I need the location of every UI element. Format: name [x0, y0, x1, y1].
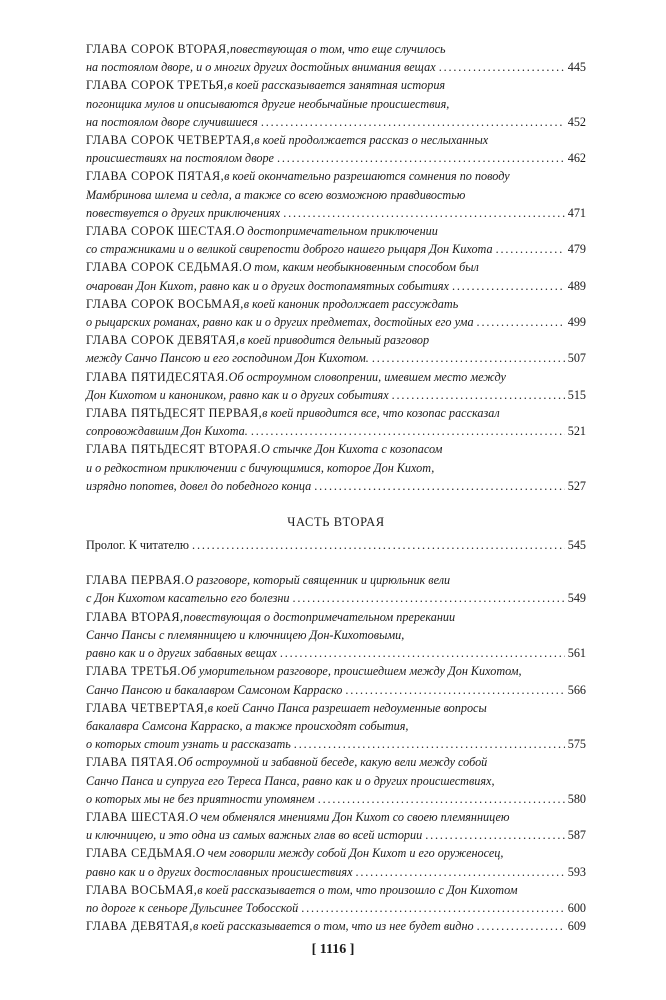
chapter-description: О том, каким необыкновенным способом был: [242, 260, 479, 275]
toc-entry-line: [86, 808, 586, 826]
chapter-description: в коей рассказывается занятная история: [227, 78, 446, 93]
page-number: 566: [567, 682, 586, 697]
page-number: 587: [567, 828, 586, 843]
chapter-description: повествуется о других приключениях: [86, 205, 281, 220]
toc-entry: [86, 571, 586, 607]
toc-entry-line: [86, 459, 586, 477]
toc-part-two: [86, 571, 586, 935]
chapter-heading: ГЛАВА ПЯТЬДЕСЯТ ПЕРВАЯ,: [86, 406, 263, 421]
chapter-heading: ГЛАВА ПЯТИДЕСЯТАЯ.: [86, 369, 229, 384]
chapter-heading: ГЛАВА СЕДЬМАЯ.: [86, 846, 196, 861]
page-number: 549: [567, 591, 586, 606]
toc-entry: [86, 440, 586, 495]
chapter-description: Об уморительном разговоре, происшедшем между Дон Кихотом,: [180, 664, 522, 679]
chapter-description: по дороге к сеньоре Дульсинее Тобосской: [86, 900, 299, 915]
page-number: 471: [567, 205, 586, 220]
chapter-heading: ГЛАВА СОРОК ТРЕТЬЯ,: [86, 78, 228, 93]
leader-dots: [261, 113, 565, 131]
chapter-heading: ГЛАВА СОРОК ПЯТАЯ,: [86, 169, 225, 184]
chapter-description: равно как и о других достославных происшествиях: [86, 864, 353, 879]
chapter-description: с Дон Кихотом касательно его болезни: [86, 591, 290, 606]
chapter-description: в коей рассказывается о том, что из нее будет видно: [192, 919, 474, 934]
toc-entry-line: [86, 826, 586, 844]
toc-entry-line: [86, 131, 586, 149]
chapter-description: в коей Санчо Панса разрешает недоуменные вопросы: [207, 700, 487, 715]
toc-entry-line: [86, 681, 586, 699]
chapter-heading: ГЛАВА СОРОК ШЕСТАЯ.: [86, 224, 236, 239]
toc-entry-line: [86, 644, 586, 662]
chapter-description: в коей каноник продолжает рассуждать: [243, 296, 459, 311]
chapter-heading: ГЛАВА ПЯТЬДЕСЯТ ВТОРАЯ.: [86, 442, 261, 457]
toc-entry-line: [86, 662, 586, 680]
chapter-description: и ключницею, и это одна из самых важных глав во всей истории: [86, 828, 423, 843]
leader-dots: [251, 422, 565, 440]
chapter-description: и о редкостном приключении с бичующимися, которое Дон Кихот,: [86, 460, 435, 475]
chapter-description: со стражниками и о великой свирепости доброго нашего рыцаря Дон Кихота: [86, 242, 493, 257]
page-folio: [ 1116 ]: [311, 942, 355, 957]
leader-dots: [439, 58, 565, 76]
chapter-description: о которых мы не без приятности упомянем: [86, 791, 315, 806]
chapter-description: Санчо Пансою и бакалавром Самсоном Карраско: [86, 682, 343, 697]
page-number: 580: [567, 791, 586, 806]
toc-entry-line: [86, 881, 586, 899]
toc-entry-line: [86, 608, 586, 626]
chapter-heading: ГЛАВА ТРЕТЬЯ.: [86, 664, 181, 679]
toc-entry-line: [86, 753, 586, 771]
toc-entry-line: [86, 204, 586, 222]
table-of-contents: [86, 40, 586, 935]
toc-entry: [86, 222, 586, 258]
page-number: 593: [567, 864, 586, 879]
toc-entry: [86, 753, 586, 808]
toc-entry: [86, 608, 586, 663]
toc-entry: [86, 167, 586, 222]
toc-entry-line: [86, 899, 586, 917]
page-number: 452: [567, 114, 586, 129]
leader-dots: [496, 240, 565, 258]
chapter-description: в коей приводится дельный разговор: [239, 333, 430, 348]
toc-entry-line: [86, 735, 586, 753]
chapter-description: повествующая о достопримечательном пререкании: [183, 609, 456, 624]
toc-entry: [86, 131, 586, 167]
chapter-description: Санчо Пансы с племянницею и ключницею Дон-Кихотовыми,: [86, 627, 405, 642]
chapter-description: на постоялом дворе случившиеся: [86, 114, 258, 129]
toc-entry-line: [86, 772, 586, 790]
prolog-title: Пролог. К читателю: [86, 538, 190, 553]
toc-entry-line: [86, 240, 586, 258]
chapter-description: погонщика мулов и описываются другие необычайные происшествия,: [86, 96, 450, 111]
toc-entry-line: [86, 277, 586, 295]
leader-dots: [301, 899, 564, 917]
toc-part-one: [86, 40, 586, 495]
toc-entry-line: [86, 844, 586, 862]
page-number: 507: [567, 351, 586, 366]
toc-entry-line: [86, 58, 586, 76]
chapter-heading: ГЛАВА ДЕВЯТАЯ,: [86, 919, 193, 934]
chapter-description: изрядно попотев, довел до победного конца: [86, 478, 312, 493]
chapter-description: между Санчо Пансою и его господином Дон Кихотом.: [86, 351, 369, 366]
chapter-description: о рыцарских романах, равно как и о других предметах, достойных его ума: [86, 315, 474, 330]
chapter-heading: ГЛАВА ПЯТАЯ.: [86, 755, 178, 770]
chapter-heading: ГЛАВА ВОСЬМАЯ,: [86, 882, 198, 897]
leader-dots: [392, 386, 565, 404]
toc-entry-line: [86, 313, 586, 331]
toc-entry-line: [86, 40, 586, 58]
chapter-description: Мамбринова шлема и седла, а также со всею возможною правдивостью: [86, 187, 466, 202]
toc-entry-line: [86, 186, 586, 204]
chapter-heading: ГЛАВА ШЕСТАЯ.: [86, 809, 189, 824]
chapter-description: О разговоре, который священник и цирюльник вели: [184, 573, 451, 588]
page-number: 600: [567, 900, 586, 915]
toc-entry-line: [86, 95, 586, 113]
chapter-description: Об остроумном словопрении, имевшем место между: [228, 369, 506, 384]
toc-entry-line: [86, 589, 586, 607]
chapter-description: в коей рассказывается о том, что произошло с Дон Кихотом: [197, 882, 518, 897]
toc-entry: [86, 368, 586, 404]
chapter-description: в коей приводится все, что козопас рассказал: [262, 406, 500, 421]
toc-entry: [86, 258, 586, 294]
toc-entry: [86, 331, 586, 367]
leader-dots: [372, 349, 565, 367]
chapter-description: О стычке Дон Кихота с козопасом: [261, 442, 443, 457]
page-number: 521: [567, 424, 586, 439]
leader-dots: [192, 536, 565, 554]
page-number: 515: [567, 387, 586, 402]
toc-entry-line: [86, 167, 586, 185]
chapter-heading: ГЛАВА СОРОК ВТОРАЯ,: [86, 42, 231, 56]
toc-entry-line: [86, 258, 586, 276]
leader-dots: [277, 149, 565, 167]
chapter-description: в коей окончательно разрешаются сомнения по поводу: [224, 169, 510, 184]
toc-entry-line: [86, 477, 586, 495]
chapter-description: происшествиях на постоялом дворе: [86, 151, 274, 166]
toc-entry: [86, 40, 586, 76]
toc-entry-line: [86, 386, 586, 404]
leader-dots: [293, 589, 565, 607]
toc-entry: [86, 699, 586, 754]
toc-entry: [86, 917, 586, 935]
leader-dots: [318, 790, 565, 808]
toc-entry-line: [86, 368, 586, 386]
toc-entry-line: [86, 863, 586, 881]
toc-entry: [86, 662, 586, 698]
page-number: 489: [567, 278, 586, 293]
toc-entry-line: [86, 331, 586, 349]
toc-entry-line: [86, 113, 586, 131]
toc-entry-line: [86, 295, 586, 313]
leader-dots: [314, 477, 564, 495]
page-number: 499: [567, 315, 586, 330]
toc-entry-prolog: [86, 536, 586, 554]
chapter-description: равно как и о других забавных вещах: [86, 646, 277, 661]
toc-entry-line: [86, 422, 586, 440]
chapter-heading: ГЛАВА ПЕРВАЯ.: [86, 573, 185, 588]
page-number: 609: [567, 919, 586, 934]
toc-entry: [86, 76, 586, 131]
chapter-description: бакалавра Самсона Карраско, а также происходят события,: [86, 718, 409, 733]
leader-dots: [280, 644, 565, 662]
leader-dots: [283, 204, 565, 222]
chapter-heading: ГЛАВА СОРОК СЕДЬМАЯ.: [86, 260, 243, 275]
page-number: 445: [567, 60, 586, 75]
leader-dots: [425, 826, 565, 844]
toc-entry: [86, 881, 586, 917]
toc-entry-line: [86, 76, 586, 94]
chapter-heading: ГЛАВА ЧЕТВЕРТАЯ,: [86, 700, 208, 715]
chapter-description: сопровождавшим Дон Кихота.: [86, 424, 248, 439]
chapter-description: о которых стоит узнать и рассказать: [86, 737, 291, 752]
page-number: 479: [567, 242, 586, 257]
toc-entry-line: [86, 699, 586, 717]
toc-entry-line: [86, 222, 586, 240]
toc-entry-line: [86, 349, 586, 367]
leader-dots: [345, 681, 564, 699]
toc-entry-line: [86, 404, 586, 422]
leader-dots: [294, 735, 565, 753]
leader-dots: [477, 313, 565, 331]
chapter-description: очарован Дон Кихот, равно как и о других достопамятных событиях: [86, 278, 449, 293]
chapter-heading: ГЛАВА СОРОК ДЕВЯТАЯ,: [86, 333, 240, 348]
leader-dots: [477, 917, 565, 935]
chapter-description: О чем обменялся мнениями Дон Кихот со своею племянницею: [188, 809, 510, 824]
leader-dots: [452, 277, 565, 295]
toc-entry: [86, 404, 586, 440]
chapter-heading: ГЛАВА ВТОРАЯ,: [86, 609, 184, 624]
toc-entry-line: [86, 917, 586, 935]
toc-entry-line: [86, 790, 586, 808]
toc-entry-line: [86, 717, 586, 735]
chapter-description: Об остроумной и забавной беседе, какую вели между собой: [177, 755, 488, 770]
chapter-description: на постоялом дворе, и о многих других достойных внимания вещах: [86, 60, 436, 75]
chapter-heading: ГЛАВА СОРОК ВОСЬМАЯ,: [86, 296, 244, 311]
toc-entry: [86, 808, 586, 844]
chapter-heading: ГЛАВА СОРОК ЧЕТВЕРТАЯ,: [86, 133, 255, 148]
part-two-heading: ЧАСТЬ ВТОРАЯ: [287, 515, 385, 530]
page-number: 561: [567, 646, 586, 661]
toc-entry-line: [86, 571, 586, 589]
page-number: 462: [567, 151, 586, 166]
page-number: 527: [567, 478, 586, 493]
toc-entry: [86, 844, 586, 880]
chapter-description: в коей продолжается рассказ о неслыханных: [254, 133, 489, 148]
page-number: 545: [567, 538, 586, 553]
chapter-description: Санчо Панса и супруга его Тереса Панса, равно как и о других происшествиях,: [86, 773, 495, 788]
leader-dots: [355, 863, 564, 881]
page-number: 575: [567, 737, 586, 752]
chapter-description: Дон Кихотом и каноником, равно как и о других событиях: [86, 387, 389, 402]
chapter-description: О достопримечательном приключении: [235, 224, 438, 239]
toc-entry: [86, 295, 586, 331]
chapter-description: повествующая о том, что еще случилось: [230, 42, 446, 56]
toc-entry-line: [86, 149, 586, 167]
toc-entry-line: [86, 440, 586, 458]
chapter-description: О чем говорили между собой Дон Кихот и его оруженосец,: [195, 846, 504, 861]
toc-entry-line: [86, 626, 586, 644]
